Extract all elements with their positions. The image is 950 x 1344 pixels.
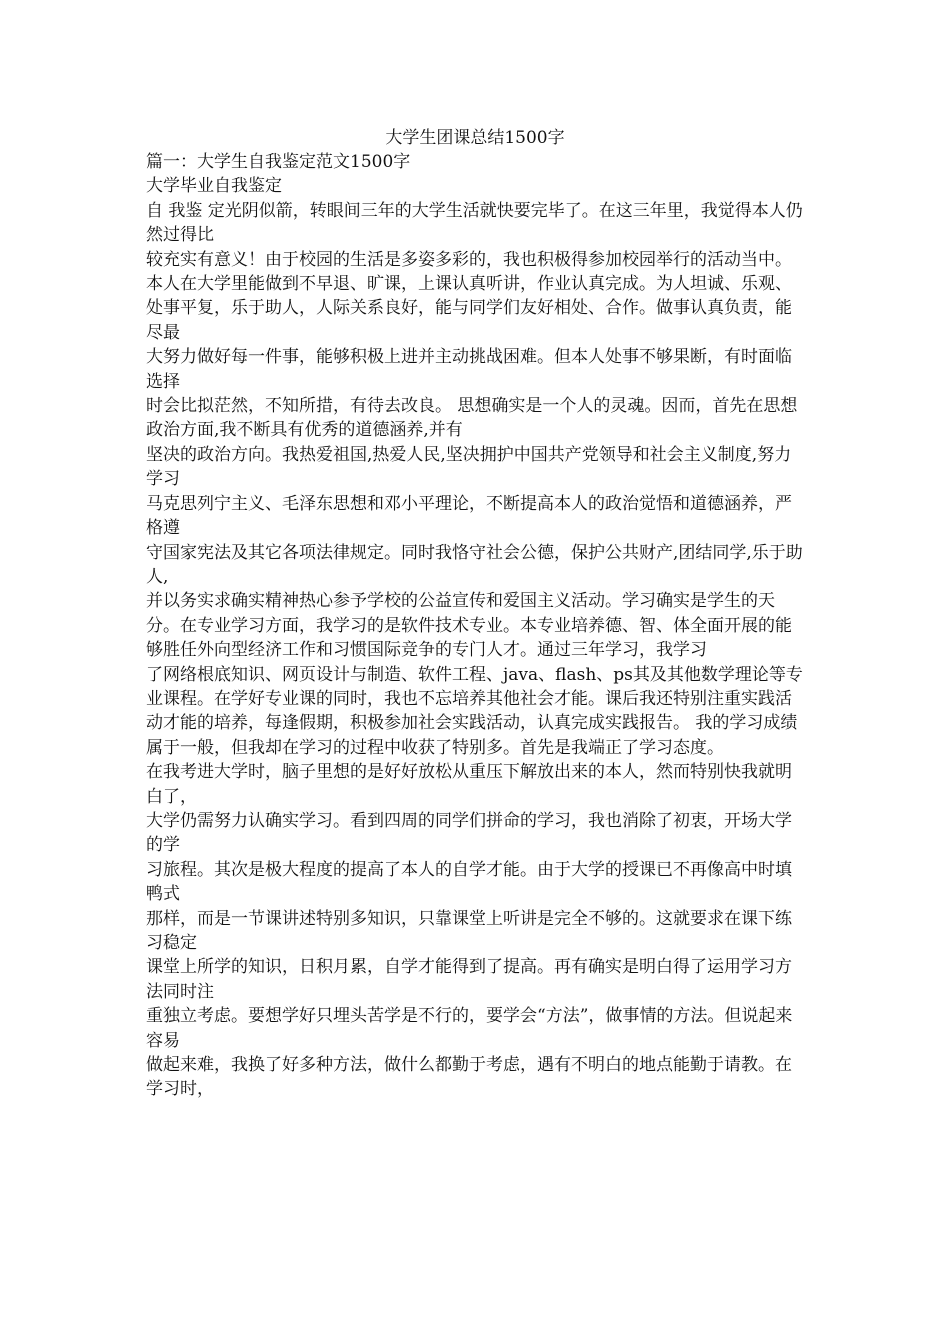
paragraph: 大学仍需努力认确实学习。看到四周的同学们拼命的学习，我也消除了初衷，开场大学的学 <box>146 810 792 856</box>
paragraph-heading-1: 篇一：大学生自我鉴定范文1500字 <box>146 152 411 172</box>
paragraph: 动才能的培养，每逢假期，积极参加社会实践活动，认真完成实践报告。 我的学习成绩属于一般，但我却在学习的过程中收获了特别多。首先是我端正了学习态度。 <box>146 713 798 758</box>
paragraph: 守国家宪法及其它各项法律规定。同时我恪守社会公德，保护公共财产,团结同学,乐于助人, <box>146 542 803 587</box>
paragraph: 了网络根底知识、网页设计与制造、软件工程、java、flash、ps其及其他数学理论等专业课程。在学好专业课的同时，我也不忘培养其他社会才能。课后我还特别注重实践活 <box>146 664 803 709</box>
document-body <box>146 150 806 1102</box>
paragraph: 在我考进大学时，脑子里想的是好好放松从重压下解放出来的本人，然而特别快我就明白了， <box>146 762 792 807</box>
paragraph: 习旅程。其次是极大程度的提高了本人的自学才能。由于大学的授课已不再像高中时填鸭式 <box>146 859 792 905</box>
paragraph: 自 我鉴 定光阴似箭，转眼间三年的大学生活就快要完毕了。在这三年里，我觉得本人仍然过得比 <box>146 200 803 246</box>
paragraph: 处事平复，乐于助人，人际关系良好，能与同学们友好相处、合作。做事认真负责，能尽最 <box>146 298 792 343</box>
page-title: 大学生团课总结1500字 <box>385 128 565 148</box>
paragraph: 并以务实求确实精神热心参予学校的公益宣传和爱国主义活动。学习确实是学生的天分。在专业学习方面，我学习的是软件技术专业。本专业培养德、智、体全面开展的能够胜任外向型经济工作和习惯国际竞争的专门人才。通过三年学习，我学习 <box>146 591 792 661</box>
paragraph: 那样，而是一节课讲述特别多知识，只靠课堂上听讲是完全不够的。这就要求在课下练习稳定 <box>146 908 792 953</box>
paragraph: 重独立考虑。要想学好只埋头苦学是不行的，要学会“方法”，做事情的方法。但说起来容易 <box>146 1006 793 1051</box>
paragraph: 做起来难，我换了好多种方法，做什么都勤于考虑，遇有不明白的地点能勤于请教。在学习时， <box>146 1055 792 1100</box>
paragraph: 时会比拟茫然，不知所措，有待去改良。 思想确实是一个人的灵魂。因而，首先在思想政治方面,我不断具有优秀的道德涵养,并有 <box>146 396 798 441</box>
paragraph: 马克思列宁主义、毛泽东思想和邓小平理论，不断提高本人的政治觉悟和道德涵养，严格遵 <box>146 493 792 539</box>
paragraph-heading-2: 大学毕业自我鉴定 <box>146 176 282 197</box>
paragraph: 较充实有意义！由于校园的生活是多姿多彩的，我也积极得参加校园举行的活动当中。 本人在大学里能做到不早退、旷课，上课认真听讲，作业认真完成。为人坦诚、乐观、 <box>146 249 792 295</box>
paragraph: 大努力做好每一件事，能够积极上进并主动挑战困难。但本人处事不够果断，有时面临选择 <box>146 347 792 392</box>
paragraph: 坚决的政治方向。我热爱祖国,热爱人民,坚决拥护中国共产党领导和社会主义制度,努力学习 <box>146 444 792 490</box>
paragraph: 课堂上所学的知识，日积月累，自学才能得到了提高。再有确实是明白得了运用学习方法同时注 <box>146 957 792 1002</box>
